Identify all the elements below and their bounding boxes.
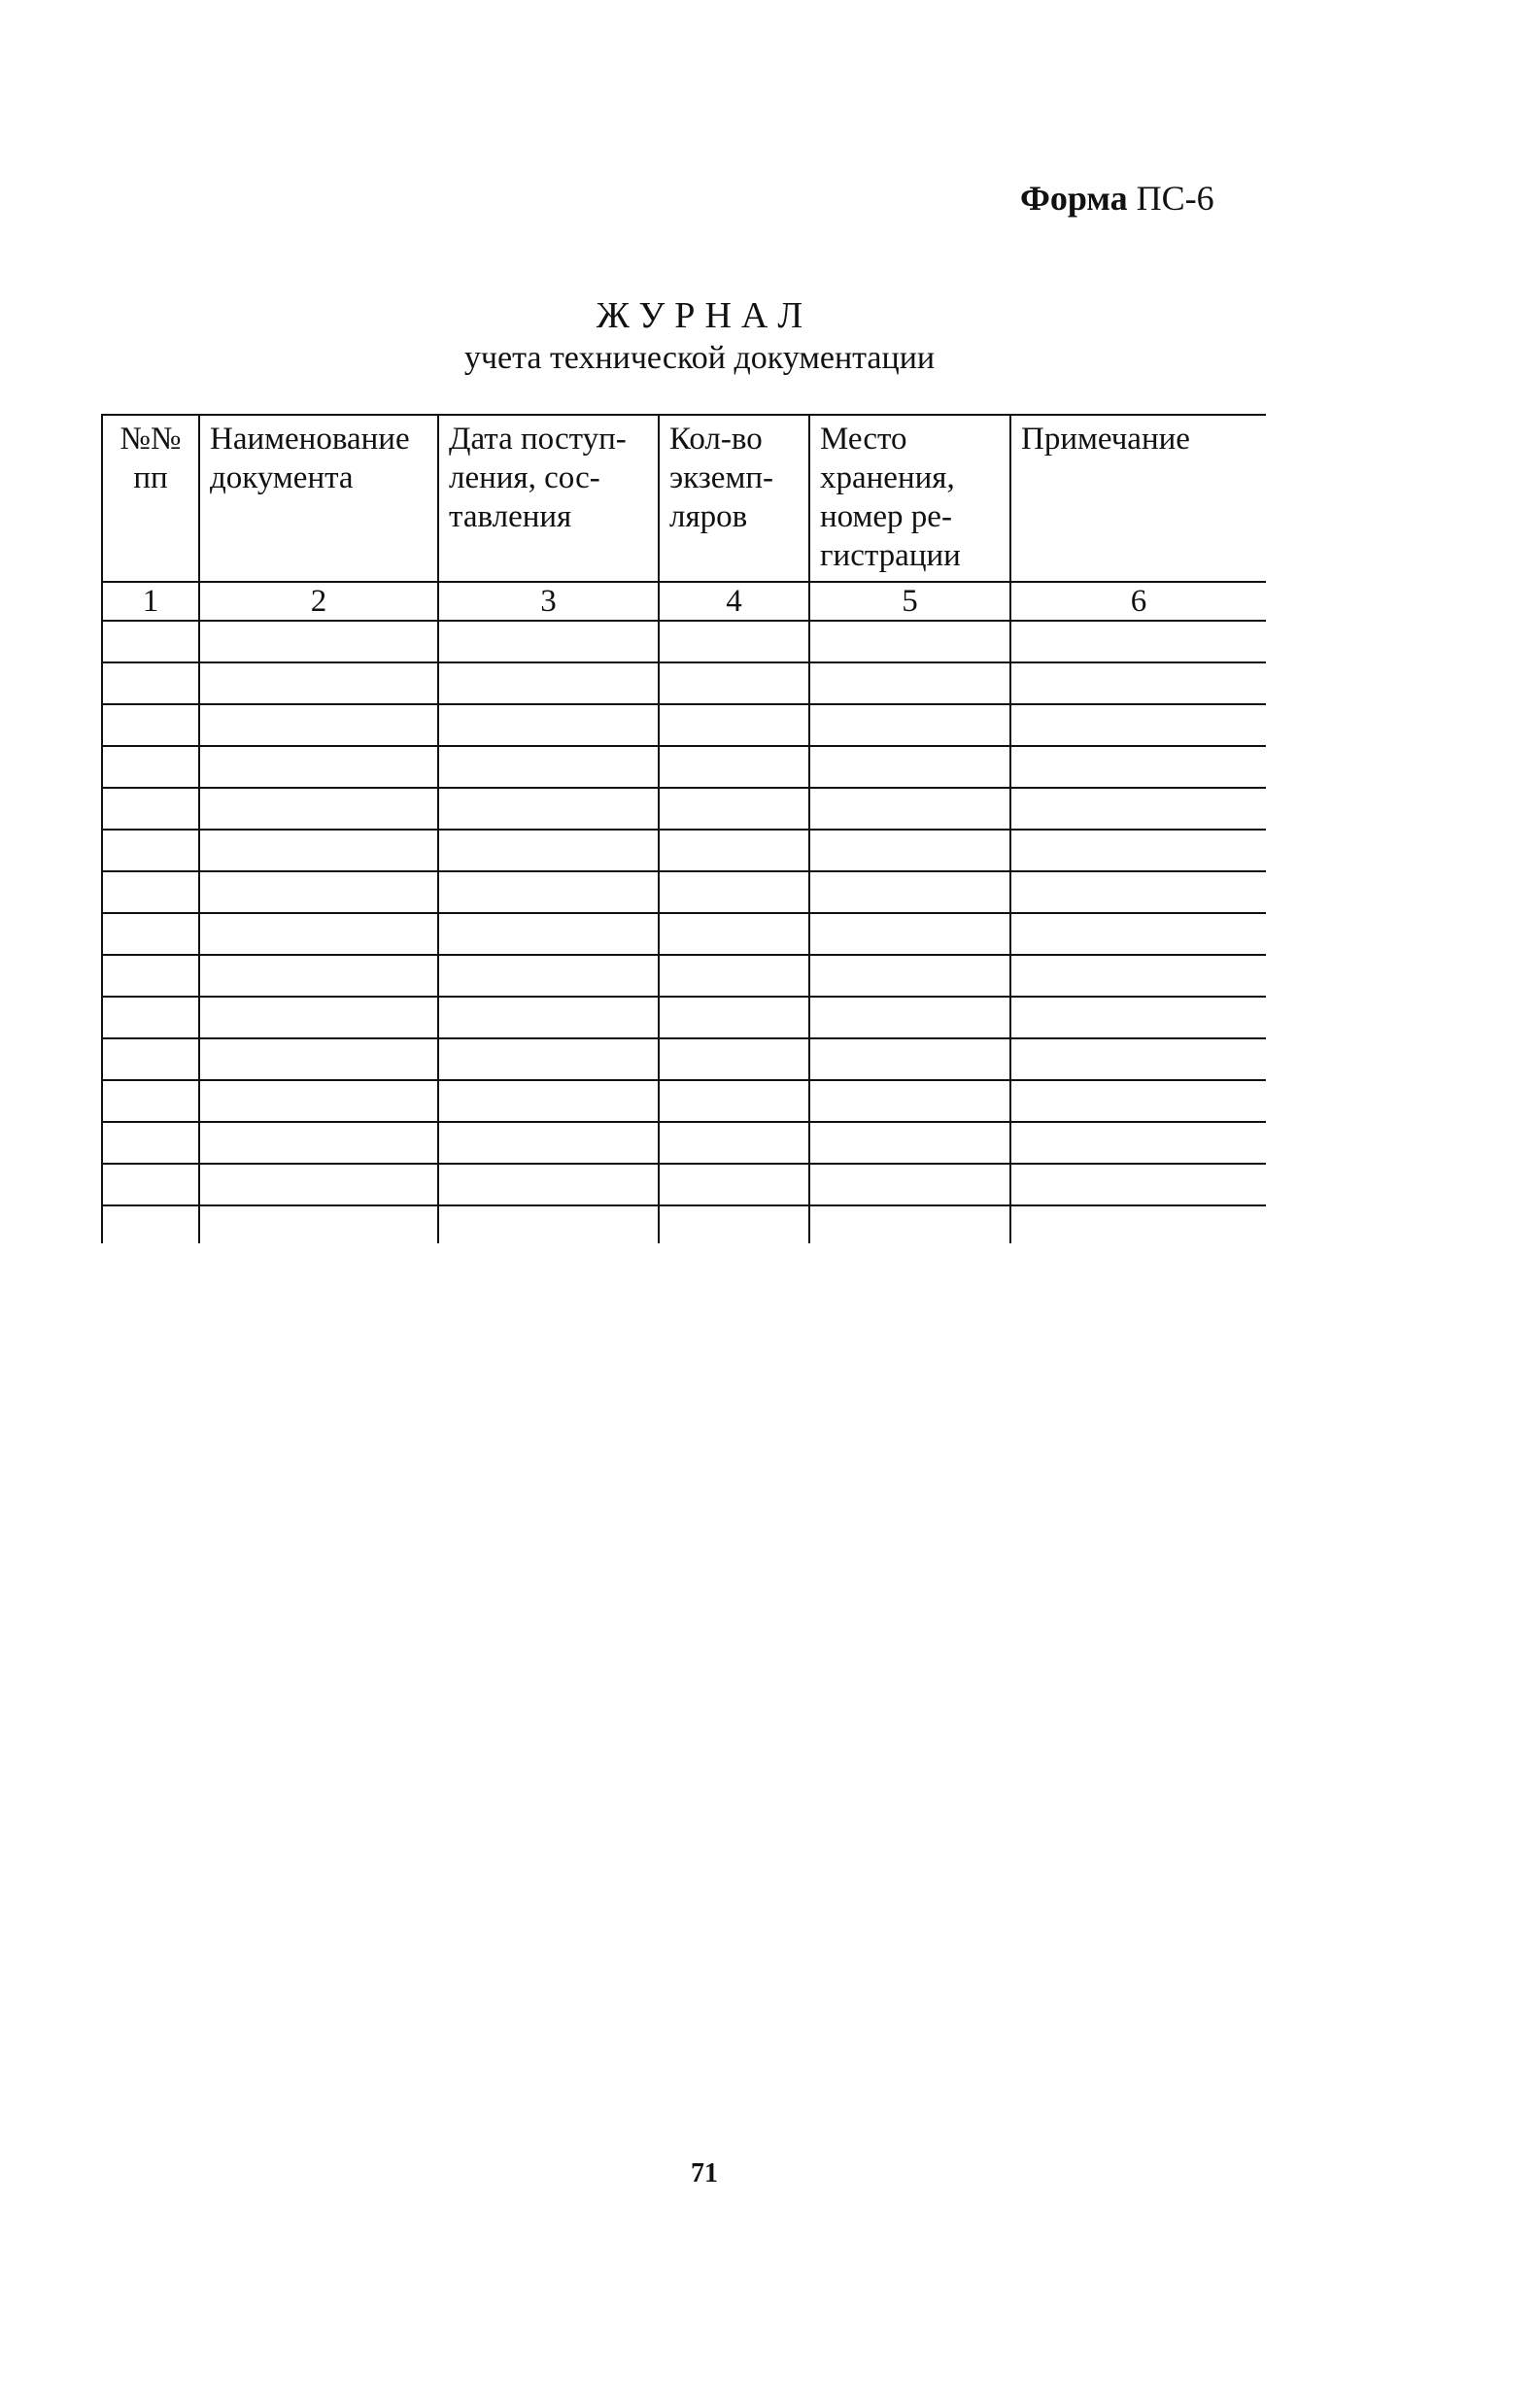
table-cell: [102, 830, 199, 871]
table-cell: [102, 788, 199, 830]
table-cell: [659, 1080, 809, 1122]
table-cell: [809, 830, 1010, 871]
table-cell: [102, 913, 199, 955]
table-cell: [659, 746, 809, 788]
table-cell: [438, 1205, 659, 1243]
table-cell: [199, 1122, 438, 1164]
table-cell: [102, 1122, 199, 1164]
table-row: [102, 997, 1266, 1038]
table-cell: [438, 1164, 659, 1205]
table-cell: [809, 913, 1010, 955]
column-number: 6: [1010, 582, 1266, 621]
table-cell: [659, 830, 809, 871]
column-number: 3: [438, 582, 659, 621]
header-copies-count: Кол-во экземп- ляров: [659, 415, 809, 582]
table-cell: [659, 704, 809, 746]
document-title: [0, 293, 1399, 379]
table-cell: [809, 621, 1010, 662]
table-cell: [1010, 1038, 1266, 1080]
table-cell: [199, 997, 438, 1038]
table-cell: [102, 704, 199, 746]
table-cell: [199, 955, 438, 997]
table-cell: [1010, 871, 1266, 913]
table-cell: [659, 871, 809, 913]
table-cell: [659, 788, 809, 830]
table-cell: [659, 955, 809, 997]
table-cell: [438, 955, 659, 997]
title-subtitle: учета технической документации: [463, 340, 936, 376]
table-cell: [659, 1038, 809, 1080]
table-row: [102, 746, 1266, 788]
table-cell: [102, 871, 199, 913]
table-cell: [199, 871, 438, 913]
table-cell: [199, 1205, 438, 1243]
table-cell: [659, 662, 809, 704]
form-label: [1020, 177, 1214, 220]
table-row: [102, 1080, 1266, 1122]
table-cell: [199, 788, 438, 830]
table-cell: [809, 1164, 1010, 1205]
table-cell: [102, 1205, 199, 1243]
table-row: [102, 1038, 1266, 1080]
table-cell: [199, 704, 438, 746]
table-cell: [199, 1164, 438, 1205]
table-cell: [102, 746, 199, 788]
table-row: [102, 1122, 1266, 1164]
table-cell: [809, 1080, 1010, 1122]
table-cell: [809, 788, 1010, 830]
table-cell: [438, 704, 659, 746]
header-document-name: Наименование документа: [199, 415, 438, 582]
table-row: [102, 955, 1266, 997]
table-cell: [809, 955, 1010, 997]
table-cell: [809, 997, 1010, 1038]
table-cell: [809, 871, 1010, 913]
column-number: 5: [809, 582, 1010, 621]
table-cell: [809, 746, 1010, 788]
table-cell: [438, 1038, 659, 1080]
column-number: 1: [102, 582, 199, 621]
table-cell: [199, 746, 438, 788]
table-cell: [1010, 746, 1266, 788]
page-number: 71: [691, 2158, 718, 2188]
table-cell: [809, 1122, 1010, 1164]
table-cell: [1010, 1080, 1266, 1122]
header-note: Примечание: [1010, 415, 1266, 582]
journal-table: [101, 414, 1266, 1243]
table-cell: [438, 788, 659, 830]
blank-rows: [102, 621, 1266, 1243]
table-cell: [102, 1038, 199, 1080]
table-row: [102, 830, 1266, 871]
table-cell: [659, 1164, 809, 1205]
header-number: №№ пп: [102, 415, 199, 582]
header-storage-location: Место хранения, номер ре- гистрации: [809, 415, 1010, 582]
table-cell: [199, 913, 438, 955]
table-cell: [1010, 788, 1266, 830]
table-cell: [438, 830, 659, 871]
table-cell: [438, 997, 659, 1038]
table-cell: [438, 913, 659, 955]
table-cell: [438, 1080, 659, 1122]
table-cell: [438, 1122, 659, 1164]
table-cell: [1010, 662, 1266, 704]
table-row: [102, 621, 1266, 662]
table-cell: [809, 1038, 1010, 1080]
table-cell: [102, 1080, 199, 1122]
table-row: [102, 1164, 1266, 1205]
table-cell: [1010, 1164, 1266, 1205]
form-code: ПС-6: [1136, 179, 1214, 218]
table-cell: [1010, 621, 1266, 662]
title-main: ЖУРНАЛ: [596, 295, 813, 336]
table-cell: [199, 1038, 438, 1080]
table-row: [102, 913, 1266, 955]
column-number: 2: [199, 582, 438, 621]
table-cell: [809, 662, 1010, 704]
table-cell: [438, 746, 659, 788]
table-cell: [102, 955, 199, 997]
table-cell: [438, 662, 659, 704]
table-row: [102, 871, 1266, 913]
table-cell: [199, 830, 438, 871]
table-header-row: [102, 415, 1266, 582]
form-word: Форма: [1020, 179, 1128, 218]
table-cell: [1010, 704, 1266, 746]
table-cell: [438, 871, 659, 913]
table-cell: [1010, 1122, 1266, 1164]
table-cell: [102, 662, 199, 704]
table-cell: [1010, 913, 1266, 955]
table-cell: [102, 997, 199, 1038]
table-cell: [1010, 997, 1266, 1038]
table-cell: [102, 1164, 199, 1205]
table-cell: [1010, 1205, 1266, 1243]
table-row: [102, 704, 1266, 746]
table-cell: [809, 1205, 1010, 1243]
table-row: [102, 662, 1266, 704]
column-number: 4: [659, 582, 809, 621]
column-number-row: [102, 582, 1266, 621]
table-cell: [659, 913, 809, 955]
table-cell: [809, 704, 1010, 746]
table-cell: [199, 662, 438, 704]
table-cell: [1010, 830, 1266, 871]
table-cell: [1010, 955, 1266, 997]
table-cell: [102, 621, 199, 662]
table-cell: [659, 621, 809, 662]
header-date-received: Дата поступ- ления, сос- тавления: [438, 415, 659, 582]
table-row: [102, 788, 1266, 830]
table-cell: [659, 1205, 809, 1243]
table-cell: [199, 621, 438, 662]
table-cell: [659, 1122, 809, 1164]
table-cell: [438, 621, 659, 662]
table-cell: [659, 997, 809, 1038]
table-cell: [199, 1080, 438, 1122]
table-row: [102, 1205, 1266, 1243]
